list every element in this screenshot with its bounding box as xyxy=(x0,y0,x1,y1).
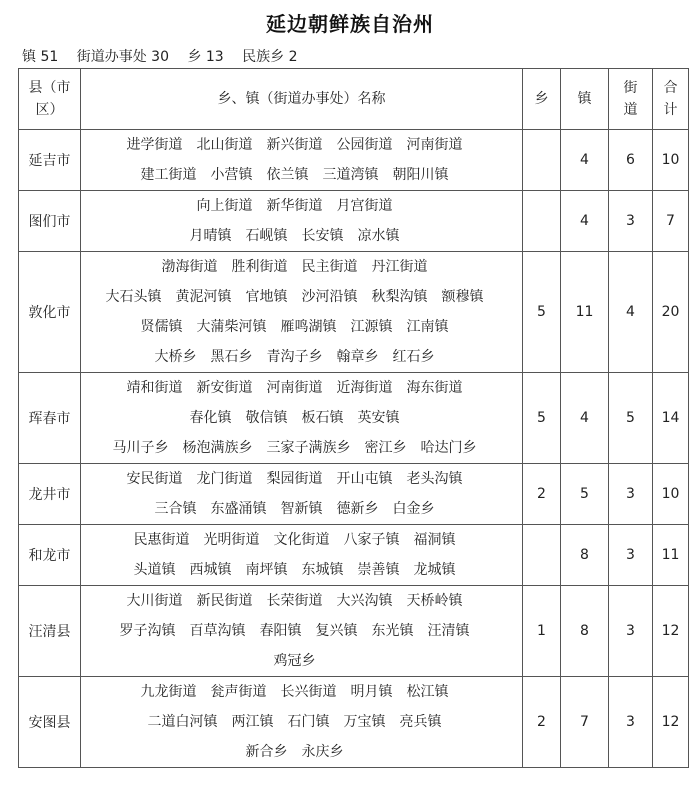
township-name: 龙城镇 xyxy=(413,562,456,578)
township-name: 开山屯镇 xyxy=(336,471,393,487)
township-name: 头道镇 xyxy=(133,562,176,578)
township-name: 靖和街道 xyxy=(126,380,183,396)
name-line xyxy=(81,464,522,494)
jiedao-count-cell: 3 xyxy=(609,525,653,586)
jiedao-count-cell: 3 xyxy=(609,677,653,768)
names-cell xyxy=(81,464,523,525)
township-name: 江源镇 xyxy=(350,319,393,335)
township-name: 秋梨沟镇 xyxy=(371,289,428,305)
township-name: 公园街道 xyxy=(336,137,393,153)
summary-item-minzuxiang: 民族乡 2 xyxy=(242,49,298,65)
township-name: 福洞镇 xyxy=(413,532,456,548)
table-row xyxy=(19,252,689,373)
name-line xyxy=(81,494,522,524)
township-name: 朝阳川镇 xyxy=(392,167,449,183)
township-name: 近海街道 xyxy=(336,380,393,396)
township-name: 凉水镇 xyxy=(357,228,400,244)
zhen-count-cell: 11 xyxy=(561,252,609,373)
township-name: 智新镇 xyxy=(280,501,323,517)
township-name: 东光镇 xyxy=(371,623,414,639)
township-name: 崇善镇 xyxy=(357,562,400,578)
township-name: 黄泥河镇 xyxy=(175,289,232,305)
table-row xyxy=(19,525,689,586)
zhen-count-cell: 5 xyxy=(561,464,609,525)
township-name: 依兰镇 xyxy=(266,167,309,183)
township-name: 复兴镇 xyxy=(315,623,358,639)
township-name: 万宝镇 xyxy=(343,714,386,730)
total-count-cell: 11 xyxy=(653,525,689,586)
township-name: 胜利街道 xyxy=(231,259,288,275)
header-county: 县（市 区） xyxy=(19,69,81,130)
township-name: 官地镇 xyxy=(245,289,288,305)
county-cell: 延吉市 xyxy=(19,130,81,191)
zhen-count-cell: 4 xyxy=(561,191,609,252)
township-name: 民惠街道 xyxy=(133,532,190,548)
jiedao-count-cell: 4 xyxy=(609,252,653,373)
township-name: 长荣街道 xyxy=(266,593,323,609)
total-count-cell: 7 xyxy=(653,191,689,252)
table-row xyxy=(19,130,689,191)
township-name: 鸡冠乡 xyxy=(273,653,316,669)
total-count-cell: 20 xyxy=(653,252,689,373)
township-name: 安民街道 xyxy=(126,471,183,487)
summary-line xyxy=(22,46,312,66)
township-name: 丹江街道 xyxy=(371,259,428,275)
names-cell xyxy=(81,677,523,768)
xiang-count-cell: 2 xyxy=(523,677,561,768)
names-cell xyxy=(81,130,523,191)
page-title: 延边朝鲜族自治州 xyxy=(266,12,434,36)
name-line xyxy=(81,221,522,251)
total-count-cell: 10 xyxy=(653,464,689,525)
names-cell xyxy=(81,191,523,252)
township-name: 梨园街道 xyxy=(266,471,323,487)
township-name: 西城镇 xyxy=(189,562,232,578)
township-name: 民主街道 xyxy=(301,259,358,275)
township-name: 黑石乡 xyxy=(210,349,253,365)
county-cell: 和龙市 xyxy=(19,525,81,586)
name-line xyxy=(81,616,522,646)
jiedao-count-cell: 5 xyxy=(609,373,653,464)
township-name: 渤海街道 xyxy=(161,259,218,275)
township-name: 石岘镇 xyxy=(245,228,288,244)
township-name: 月晴镇 xyxy=(189,228,232,244)
xiang-count-cell: 2 xyxy=(523,464,561,525)
township-name: 罗子沟镇 xyxy=(119,623,176,639)
township-name: 两江镇 xyxy=(231,714,274,730)
total-count-cell: 14 xyxy=(653,373,689,464)
name-line xyxy=(81,555,522,585)
jiedao-count-cell: 6 xyxy=(609,130,653,191)
township-name: 小营镇 xyxy=(210,167,253,183)
name-line xyxy=(81,312,522,342)
name-line xyxy=(81,160,522,190)
county-cell: 珲春市 xyxy=(19,373,81,464)
township-name: 大川街道 xyxy=(126,593,183,609)
table-row xyxy=(19,191,689,252)
township-name: 亮兵镇 xyxy=(399,714,442,730)
township-name: 龙门街道 xyxy=(196,471,253,487)
name-line xyxy=(81,342,522,372)
township-name: 长安镇 xyxy=(301,228,344,244)
township-name: 雁鸣湖镇 xyxy=(280,319,337,335)
township-name: 南坪镇 xyxy=(245,562,288,578)
township-name: 马川子乡 xyxy=(112,440,169,456)
township-name: 大蒲柴河镇 xyxy=(196,319,267,335)
table-body xyxy=(19,130,689,768)
names-cell xyxy=(81,525,523,586)
county-cell: 敦化市 xyxy=(19,252,81,373)
name-line xyxy=(81,646,522,676)
names-cell xyxy=(81,373,523,464)
zhen-count-cell: 4 xyxy=(561,373,609,464)
township-name: 新兴街道 xyxy=(266,137,323,153)
name-line xyxy=(81,707,522,737)
township-name: 大石头镇 xyxy=(105,289,162,305)
township-name: 春阳镇 xyxy=(259,623,302,639)
township-name: 河南街道 xyxy=(266,380,323,396)
county-cell: 龙井市 xyxy=(19,464,81,525)
township-name: 额穆镇 xyxy=(441,289,484,305)
township-name: 石门镇 xyxy=(287,714,330,730)
summary-item-zhen: 镇 51 xyxy=(22,49,59,65)
xiang-count-cell: 1 xyxy=(523,586,561,677)
township-name: 三家子满族乡 xyxy=(266,440,351,456)
township-name: 敬信镇 xyxy=(245,410,288,426)
total-count-cell: 12 xyxy=(653,677,689,768)
xiang-count-cell: 5 xyxy=(523,373,561,464)
township-name: 永庆乡 xyxy=(301,744,344,760)
zhen-count-cell: 8 xyxy=(561,525,609,586)
township-name: 板石镇 xyxy=(301,410,344,426)
township-name: 三合镇 xyxy=(154,501,197,517)
township-name: 向上街道 xyxy=(196,198,253,214)
xiang-count-cell: 5 xyxy=(523,252,561,373)
township-name: 白金乡 xyxy=(392,501,435,517)
township-name: 长兴街道 xyxy=(280,684,337,700)
township-name: 二道白河镇 xyxy=(147,714,218,730)
township-name: 红石乡 xyxy=(392,349,435,365)
xiang-count-cell xyxy=(523,191,561,252)
name-line xyxy=(81,433,522,463)
header-names: 乡、镇（街道办事处）名称 xyxy=(81,69,523,130)
header-total: 合 计 xyxy=(653,69,689,130)
total-count-cell: 10 xyxy=(653,130,689,191)
township-name: 东盛涌镇 xyxy=(210,501,267,517)
name-line xyxy=(81,130,522,160)
xiang-count-cell xyxy=(523,130,561,191)
township-name: 大兴沟镇 xyxy=(336,593,393,609)
township-name: 春化镇 xyxy=(189,410,232,426)
header-jiedao: 街 道 xyxy=(609,69,653,130)
county-cell: 图们市 xyxy=(19,191,81,252)
township-name: 八家子镇 xyxy=(343,532,400,548)
table-row xyxy=(19,373,689,464)
township-name: 汪清镇 xyxy=(427,623,470,639)
township-name: 海东街道 xyxy=(406,380,463,396)
summary-item-jiedao: 街道办事处 30 xyxy=(76,49,169,65)
township-name: 翰章乡 xyxy=(336,349,379,365)
table-header-row xyxy=(19,69,689,130)
name-line xyxy=(81,373,522,403)
header-xiang: 乡 xyxy=(523,69,561,130)
jiedao-count-cell: 3 xyxy=(609,464,653,525)
township-name: 老头沟镇 xyxy=(406,471,463,487)
township-name: 江南镇 xyxy=(406,319,449,335)
township-name: 百草沟镇 xyxy=(189,623,246,639)
township-name: 九龙街道 xyxy=(140,684,197,700)
township-name: 明月镇 xyxy=(350,684,393,700)
township-name: 松江镇 xyxy=(406,684,449,700)
township-name: 贤儒镇 xyxy=(140,319,183,335)
township-name: 天桥岭镇 xyxy=(406,593,463,609)
township-name: 文化街道 xyxy=(273,532,330,548)
jiedao-count-cell: 3 xyxy=(609,191,653,252)
township-name: 北山街道 xyxy=(196,137,253,153)
names-cell xyxy=(81,252,523,373)
jiedao-count-cell: 3 xyxy=(609,586,653,677)
header-zhen: 镇 xyxy=(561,69,609,130)
township-name: 瓮声街道 xyxy=(210,684,267,700)
township-name: 进学街道 xyxy=(126,137,183,153)
township-name: 新民街道 xyxy=(196,593,253,609)
township-name: 月宫街道 xyxy=(336,198,393,214)
township-name: 英安镇 xyxy=(357,410,400,426)
names-cell xyxy=(81,586,523,677)
name-line xyxy=(81,737,522,767)
xiang-count-cell xyxy=(523,525,561,586)
township-table xyxy=(18,68,689,768)
summary-item-xiang: 乡 13 xyxy=(187,49,224,65)
township-name: 东城镇 xyxy=(301,562,344,578)
township-name: 大桥乡 xyxy=(154,349,197,365)
township-name: 河南街道 xyxy=(406,137,463,153)
zhen-count-cell: 4 xyxy=(561,130,609,191)
table-row xyxy=(19,464,689,525)
township-name: 三道湾镇 xyxy=(322,167,379,183)
name-line xyxy=(81,403,522,433)
zhen-count-cell: 7 xyxy=(561,677,609,768)
township-name: 新安街道 xyxy=(196,380,253,396)
township-name: 杨泡满族乡 xyxy=(182,440,253,456)
name-line xyxy=(81,586,522,616)
township-name: 德新乡 xyxy=(336,501,379,517)
table-row xyxy=(19,586,689,677)
township-name: 密江乡 xyxy=(364,440,407,456)
township-name: 哈达门乡 xyxy=(420,440,477,456)
township-name: 建工街道 xyxy=(140,167,197,183)
county-cell: 安图县 xyxy=(19,677,81,768)
township-name: 青沟子乡 xyxy=(266,349,323,365)
township-name: 新华街道 xyxy=(266,198,323,214)
township-name: 光明街道 xyxy=(203,532,260,548)
township-name: 新合乡 xyxy=(245,744,288,760)
name-line xyxy=(81,525,522,555)
township-name: 沙河沿镇 xyxy=(301,289,358,305)
name-line xyxy=(81,282,522,312)
county-cell: 汪清县 xyxy=(19,586,81,677)
name-line xyxy=(81,191,522,221)
name-line xyxy=(81,252,522,282)
table-row xyxy=(19,677,689,768)
zhen-count-cell: 8 xyxy=(561,586,609,677)
total-count-cell: 12 xyxy=(653,586,689,677)
name-line xyxy=(81,677,522,707)
